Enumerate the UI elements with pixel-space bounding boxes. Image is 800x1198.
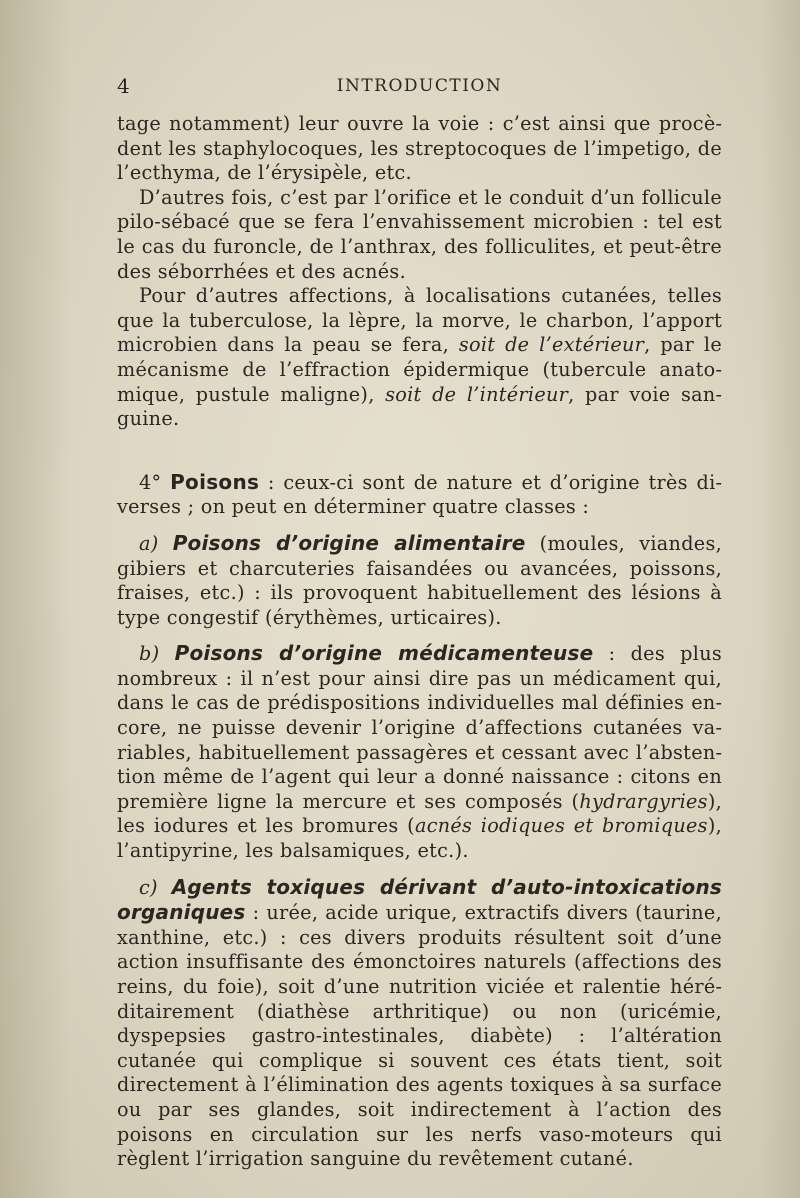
text-run: , par voie sanguine.: [117, 382, 722, 431]
emphasis-acnes: acnés iodiques et bromiques: [414, 814, 708, 838]
text-run: : des plus nombreux : il n’est pour ainsi dire pas un médicament qui, dans le cas de prédispositions individuelles mal définies encore, ne puisse devenir l’origine d’affections cutanées variables, habituellement passagères et cessant avec l’abstention même de l’agent qui leur a donné naissance : citons en première ligne la mercure et ses composés (: [117, 642, 723, 813]
page-edge-shadow-right: [760, 0, 800, 1198]
text-run: ), les iodures et les bromures (: [117, 789, 722, 838]
page-edge-shadow-left: [0, 0, 70, 1198]
subsection-alimentary: [117, 531, 722, 630]
subsection-medicinal: [117, 641, 722, 863]
paragraph-follicle: D’autres fois, c’est par l’orifice et le conduit d’un follicule pilo-sébacé que se fera l’envahissement microbien : tel est le cas du furoncle, de l’anthrax, des folliculites, et peut-être des séborrhées et des acnés.: [117, 185, 722, 283]
emphasis-interior: soit de l’intérieur: [385, 382, 569, 406]
body-text: [117, 112, 722, 1172]
page-header: [117, 74, 722, 102]
list-marker: b): [139, 642, 160, 666]
subsection-title: Agents toxiques dérivant d’auto-intoxications organiques: [117, 874, 723, 925]
text-run: : ceux-ci sont de nature et d’origine très diverses ; on peut en déterminer quatre classes :: [117, 470, 723, 519]
section-number: 4°: [139, 470, 162, 494]
page-number: 4: [117, 74, 131, 98]
text-run: ), l’antipyrine, les balsamiques, etc.).: [117, 814, 723, 863]
running-head: INTRODUCTION: [336, 76, 503, 96]
list-marker: a): [139, 531, 159, 555]
paragraph-microbial-entry: [117, 284, 722, 432]
text-run: , par le mécanisme de l’effraction épidermique (tubercule anatomique, pustule maligne),: [117, 333, 723, 406]
subsection-title: Poisons d’origine médicamenteuse: [174, 641, 594, 666]
subsection-title: Poisons d’origine alimentaire: [172, 530, 526, 555]
emphasis-exterior: soit de l’extérieur: [458, 333, 645, 357]
list-marker: c): [139, 875, 158, 899]
section-title: Poisons: [170, 469, 260, 494]
text-run: (moules, viandes, gibiers et charcuteries faisandées ou avancées, poissons, fraises, etc.) : ils provoquent habituellement des lésions à type congestif (érythèmes, urticaires).: [117, 531, 722, 629]
text-run: : urée, acide urique, extractifs divers (taurine, xanthine, etc.) : ces divers produits résultent soit d’une action insuffisante des émonctoires naturels (affections des reins, du foie), soit d’une nutrition viciée et ralentie héréditairement (diathèse arthritique) ou non (uricémie, dyspepsies gastro-intestinales, diabète) : l’altération cutanée qui complique si souvent ces états tient, soit directement à l’élimination des agents toxiques à sa surface ou par ses glandes, soit indirectement à l’action des poisons en circulation sur les nerfs vaso-moteurs qui règlent l’irrigation sanguine du revêtement cutané.: [117, 901, 722, 1171]
text-run: Pour d’autres affections, à localisations cutanées, telles que la tuberculose, la lèpre, la morve, le charbon, l’apport microbien dans la peau se fera,: [117, 284, 722, 357]
emphasis-hydrargyries: hydrargyries: [579, 789, 708, 813]
subsection-auto-intoxication: [117, 875, 722, 1172]
section-poisons: [117, 470, 722, 520]
paragraph-continuation: tage notamment) leur ouvre la voie : c’est ainsi que procèdent les staphylocoques, les streptocoques de l’impetigo, de l’ecthyma, de l’érysipèle, etc.: [117, 112, 722, 185]
